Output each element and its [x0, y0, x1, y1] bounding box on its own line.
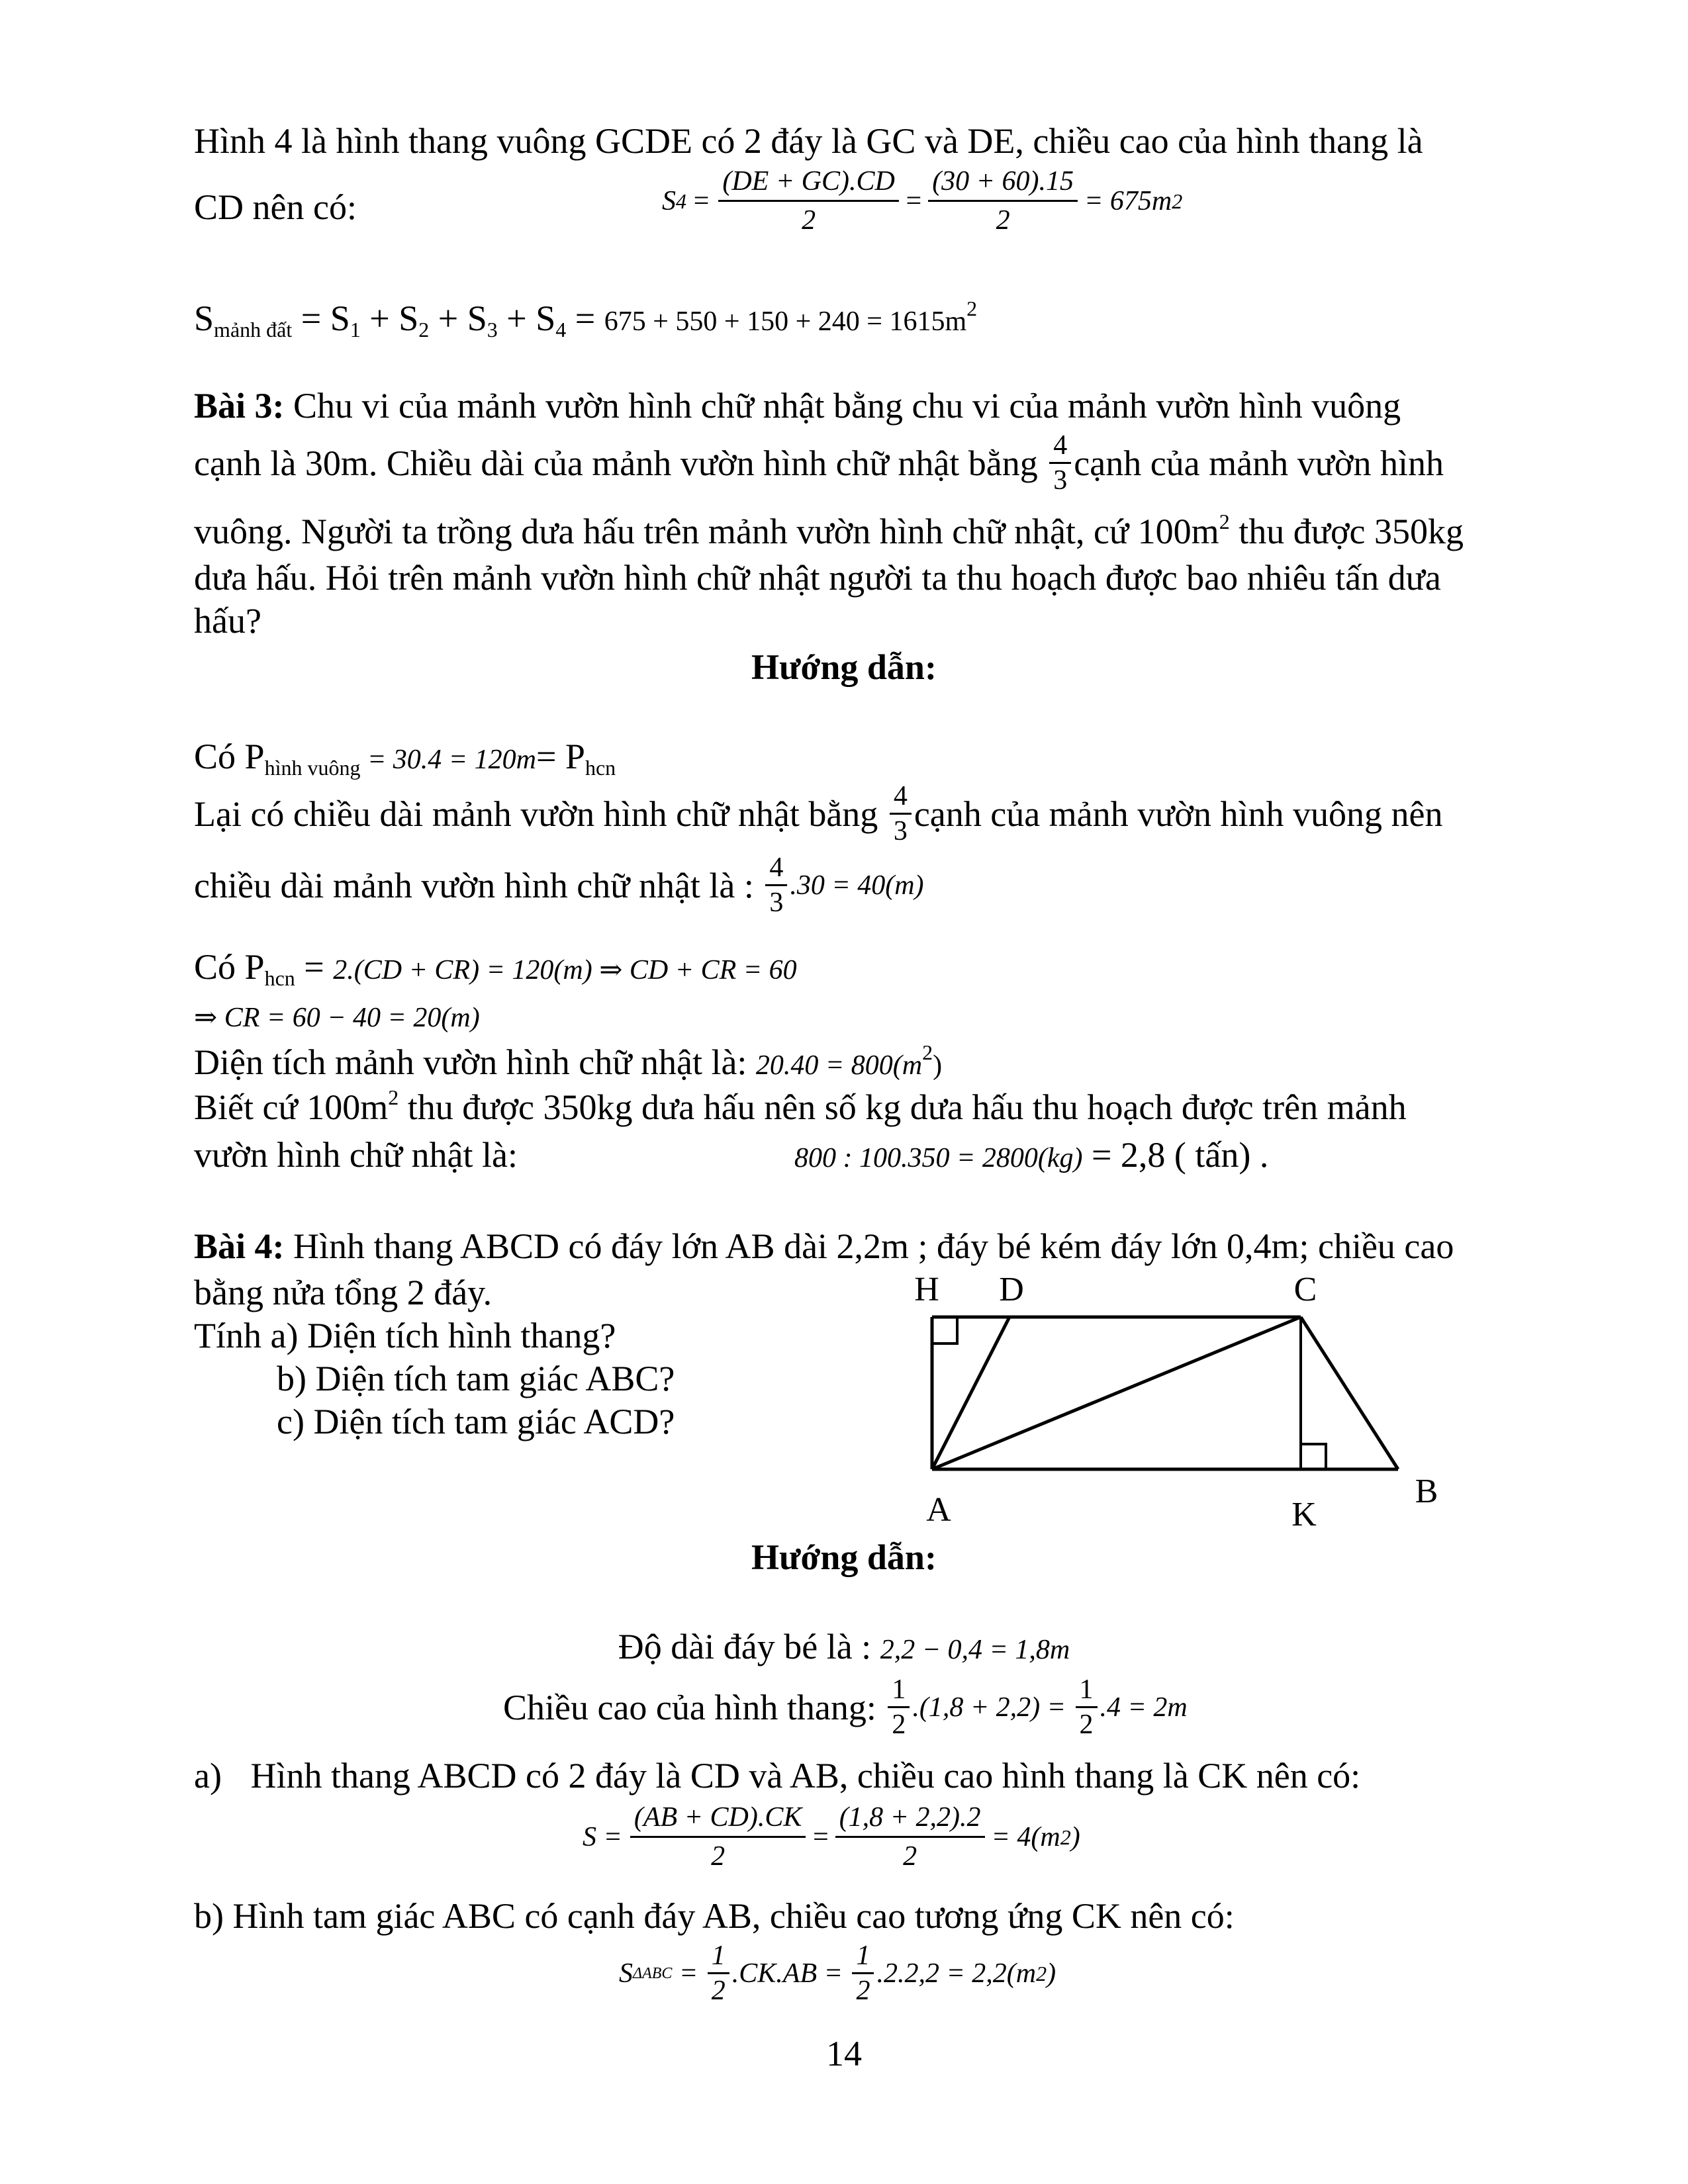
bai4-guide-title-text: Hướng dẫn:: [751, 1537, 937, 1577]
bai4-line-2: [194, 1271, 492, 1314]
b4-g2-fraction-1: [888, 1674, 910, 1740]
s4-fraction-1-denominator: 2: [802, 205, 816, 236]
bai3-guide-line-1: [194, 735, 616, 778]
g3-numerator: 4: [765, 852, 787, 886]
s4-result: = 675m: [1084, 185, 1172, 216]
bai4-line-4-text: b) Diện tích tam giác ABC?: [277, 1359, 675, 1398]
part-a-den1: 2: [711, 1841, 726, 1872]
total-s4: 4: [555, 318, 567, 341]
s4-fraction-1: [718, 164, 899, 238]
total-sub: mảnh đất: [214, 318, 293, 341]
b4-g2-num1: 1: [888, 1674, 910, 1708]
bai3-label: Bài 3:: [194, 386, 285, 426]
segment-cb: [1301, 1317, 1398, 1469]
bai3-line-1: [194, 384, 1401, 428]
g2-a: Lại có chiều dài mảnh vườn hình chữ nhật bằng: [194, 794, 887, 834]
right-angle-h: [932, 1317, 957, 1343]
label-d: D: [999, 1271, 1024, 1308]
bai3-guide-line-5: [194, 993, 480, 1036]
bai3-line-2: [194, 430, 1444, 496]
part-b-mid: .CK.AB =: [731, 1958, 850, 1989]
bai4-line-1-text: Hình thang ABCD có đáy lớn AB dài 2,2m ; đáy bé kém đáy lớn 0,4m; chiều cao: [284, 1226, 1454, 1266]
g2-fraction: [890, 781, 912, 846]
bai3-guide-line-3: [194, 852, 924, 918]
g7-b: thu được 350kg dưa hấu nên số kg dưa hấu thu hoạch được trên mảnh: [399, 1087, 1407, 1127]
s4-equals-2: =: [904, 185, 923, 216]
part-a-label: a): [194, 1756, 222, 1796]
g7-exponent: 2: [388, 1085, 399, 1109]
g1-a: Có P: [194, 737, 265, 776]
page-number: [0, 2032, 1688, 2075]
bai3-line-1-text: Chu vi của mảnh vườn hình chữ nhật bằng chu vi của mảnh vườn hình vuông: [284, 386, 1401, 426]
g6-exponent: 2: [922, 1040, 933, 1064]
label-a: A: [926, 1491, 951, 1529]
segment-ac: [932, 1317, 1301, 1469]
g4-b: =: [295, 947, 334, 987]
bai4-guide-line-1: [0, 1625, 1688, 1668]
part-a-close: ): [1070, 1821, 1080, 1852]
g4-sub: hcn: [264, 966, 295, 990]
right-angle-k: [1301, 1444, 1326, 1469]
bai4-guide-title: [0, 1535, 1688, 1579]
intro-line-1: [194, 119, 1423, 163]
part-a-fraction-1: [630, 1800, 806, 1874]
s4-fraction-1-numerator: (DE + GC).CD: [718, 164, 899, 202]
g5-expr: ⇒ CR = 60 − 40 = 20(m): [194, 1003, 480, 1033]
intro-line-1-text: Hình 4 là hình thang vuông GCDE có 2 đáy là GC và DE, chiều cao của hình thang là: [194, 121, 1423, 161]
total-p3: + S: [429, 298, 487, 338]
bai3-guide-line-4: [194, 945, 797, 989]
part-b-formula: S ΔABC = $\frac{1}{2}$ .CK.AB = $\frac{1}{2}$ .2.2,2 = 2,2(m 2 ): [619, 1940, 1056, 2006]
bai3-line-3-b: thu được 350kg: [1229, 512, 1464, 551]
part-a-num1: (AB + CD).CK: [630, 1800, 806, 1838]
s4-formula: S 4 = $\frac{(DE + GC).CD}{2}$ = $\frac{(30 + 60).15}{2}$ = 675m 2: [662, 164, 1182, 238]
b4-g2-end: .4 = 2m: [1100, 1692, 1188, 1723]
bai4-label: Bài 4:: [194, 1226, 285, 1266]
g1-b: = P: [536, 737, 585, 776]
b4-g2-mid: .(1,8 + 2,2) =: [912, 1692, 1073, 1723]
part-b-num2: 1: [852, 1940, 874, 1974]
label-b: B: [1415, 1473, 1438, 1510]
part-a-num2: (1,8 + 2,2).2: [835, 1800, 985, 1838]
g3-b: .30 = 40(m): [790, 870, 924, 901]
g6-a: Diện tích mảnh vườn hình chữ nhật là:: [194, 1042, 756, 1082]
bai3-guide-line-2: [194, 781, 1442, 846]
part-b-den2: 2: [856, 1976, 870, 2006]
b4-g1-a: Độ dài đáy bé là :: [618, 1627, 880, 1666]
g1-expr: = 30.4 = 120m: [360, 745, 536, 775]
part-a-fraction-2: [835, 1800, 985, 1874]
bai3-line-5: [194, 599, 261, 643]
bai4-guide-line-2: [503, 1674, 1188, 1740]
bai3-line-2-b: cạnh của mảnh vườn hình: [1074, 443, 1444, 483]
bai3-fraction-denominator: 3: [1053, 465, 1068, 496]
g1-sub2: hcn: [585, 756, 616, 780]
bai3-guide-title-text: Hướng dẫn:: [751, 647, 937, 687]
g1-sub: hình vuông: [264, 756, 361, 780]
total-p4: + S: [497, 298, 556, 338]
bai4-line-5: [277, 1400, 675, 1443]
total-s2: 2: [418, 318, 430, 341]
bai3-guide-title: [0, 645, 1688, 689]
bai3-guide-line-8: [194, 1133, 518, 1177]
part-b-text: b) Hình tam giác ABC có cạnh đáy AB, chiều cao tương ứng CK nên có:: [194, 1896, 1235, 1936]
part-b-lhs: S: [619, 1958, 633, 1989]
part-a-text: Hình thang ABCD có 2 đáy là CD và AB, chiều cao hình thang là CK nên có:: [250, 1756, 1361, 1796]
bai4-part-a-line: [194, 1754, 1360, 1797]
total-exponent: 2: [966, 296, 978, 320]
bai3-fraction-numerator: 4: [1049, 430, 1071, 464]
bai3-line-3-exponent: 2: [1219, 510, 1230, 533]
bai3-guide-line-7: [194, 1085, 1407, 1129]
total-s: S: [194, 298, 214, 338]
part-a-eq: =: [811, 1821, 830, 1852]
bai3-line-2-a: cạnh là 30m. Chiều dài của mảnh vườn hình chữ nhật bằng: [194, 443, 1047, 483]
part-b-den1: 2: [711, 1976, 726, 2006]
total-area-line: [194, 296, 977, 340]
bai3-guide-line-8-result: [794, 1133, 1268, 1177]
b4-g2-fraction-2: [1076, 1674, 1098, 1740]
part-b-eq: =: [672, 1958, 705, 1989]
b4-g2-den2: 2: [1079, 1709, 1094, 1740]
bai4-line-3: [194, 1314, 616, 1357]
g2-numerator: 4: [890, 781, 912, 815]
part-a-lhs: S =: [583, 1821, 622, 1852]
total-mid: = S: [292, 298, 350, 338]
total-s3: 3: [487, 318, 498, 341]
g4-a: Có P: [194, 947, 265, 987]
s4-equals: =: [692, 185, 711, 216]
bai3-line-3: [194, 510, 1464, 553]
bai3-line-3-a: vuông. Người ta trồng dưa hấu trên mảnh vườn hình chữ nhật, cứ 100m: [194, 512, 1219, 551]
part-b-close: ): [1047, 1958, 1056, 1989]
bai3-line-5-text: hấu?: [194, 601, 261, 641]
g2-denominator: 3: [893, 816, 908, 846]
s4-fraction-2-denominator: 2: [996, 205, 1010, 236]
total-eq: =: [566, 298, 604, 338]
bai3-line-4: [194, 556, 1441, 600]
bai3-line-4-text: dưa hấu. Hỏi trên mảnh vườn hình chữ nhật người ta thu hoạch được bao nhiêu tấn dưa: [194, 558, 1441, 598]
s4-symbol: S: [662, 185, 676, 216]
b4-g2-den1: 2: [892, 1709, 906, 1740]
label-h: H: [914, 1271, 939, 1308]
g8-b: = 2,8 ( tấn) .: [1082, 1135, 1269, 1175]
g6-expr: 20.40 = 800(m: [755, 1050, 923, 1081]
bai4-line-3-text: Tính a) Diện tích hình thang?: [194, 1316, 616, 1355]
part-b-fraction-2: [852, 1940, 874, 2006]
intro-line-2-text: CD nên có:: [194, 187, 357, 227]
bai3-guide-line-6: [194, 1040, 942, 1084]
part-b-num1: 1: [708, 1940, 729, 1974]
bai4-line-4: [277, 1357, 675, 1400]
bai3-fraction: [1049, 430, 1071, 496]
g6-close: ): [933, 1050, 943, 1081]
g4-expr: 2.(CD + CR) = 120(m) ⇒ CD + CR = 60: [333, 955, 797, 985]
trapezoid-figure: [861, 1257, 1523, 1562]
b4-g1-expr: 2,2 − 0,4 = 1,8m: [880, 1635, 1070, 1665]
b4-g2-a: Chiều cao của hình thang:: [503, 1687, 886, 1727]
s4-fraction-2-numerator: (30 + 60).15: [928, 164, 1078, 202]
label-k: K: [1291, 1496, 1317, 1533]
g3-denominator: 3: [769, 887, 784, 918]
bai4-part-b-line: [194, 1894, 1235, 1938]
g2-b: cạnh của mảnh vườn hình vuông nên: [914, 794, 1443, 834]
g8-expr: 800 : 100.350 = 2800(kg): [794, 1143, 1083, 1173]
part-a-den2: 2: [903, 1841, 917, 1872]
part-b-end: .2.2,2 = 2,2(m: [876, 1958, 1037, 1989]
g8-a: vườn hình chữ nhật là:: [194, 1135, 518, 1175]
total-s1: 1: [350, 318, 361, 341]
part-a-formula: S = $\frac{(AB + CD).CK}{2}$ = $\frac{(1,8 + 2,2).2}{2}$ = 4(m 2 ): [583, 1800, 1080, 1874]
total-p2: + S: [360, 298, 419, 338]
g7-a: Biết cứ 100m: [194, 1087, 389, 1127]
label-c: C: [1293, 1271, 1317, 1308]
g3-a: chiều dài mảnh vườn hình chữ nhật là :: [194, 865, 763, 905]
segment-ad: [932, 1317, 1009, 1469]
part-a-result: = 4(m: [991, 1821, 1060, 1852]
part-b-fraction-1: [708, 1940, 729, 2006]
bai4-line-5-text: c) Diện tích tam giác ACD?: [277, 1402, 675, 1441]
bai4-line-2-text: bằng nửa tổng 2 đáy.: [194, 1273, 492, 1312]
b4-g2-num2: 1: [1076, 1674, 1098, 1708]
total-expression: 675 + 550 + 150 + 240 = 1615m: [604, 306, 967, 337]
page-number-text: 14: [826, 2034, 862, 2073]
g3-fraction: [765, 852, 787, 918]
intro-line-2: [194, 185, 357, 229]
s4-fraction-2: [928, 164, 1078, 238]
